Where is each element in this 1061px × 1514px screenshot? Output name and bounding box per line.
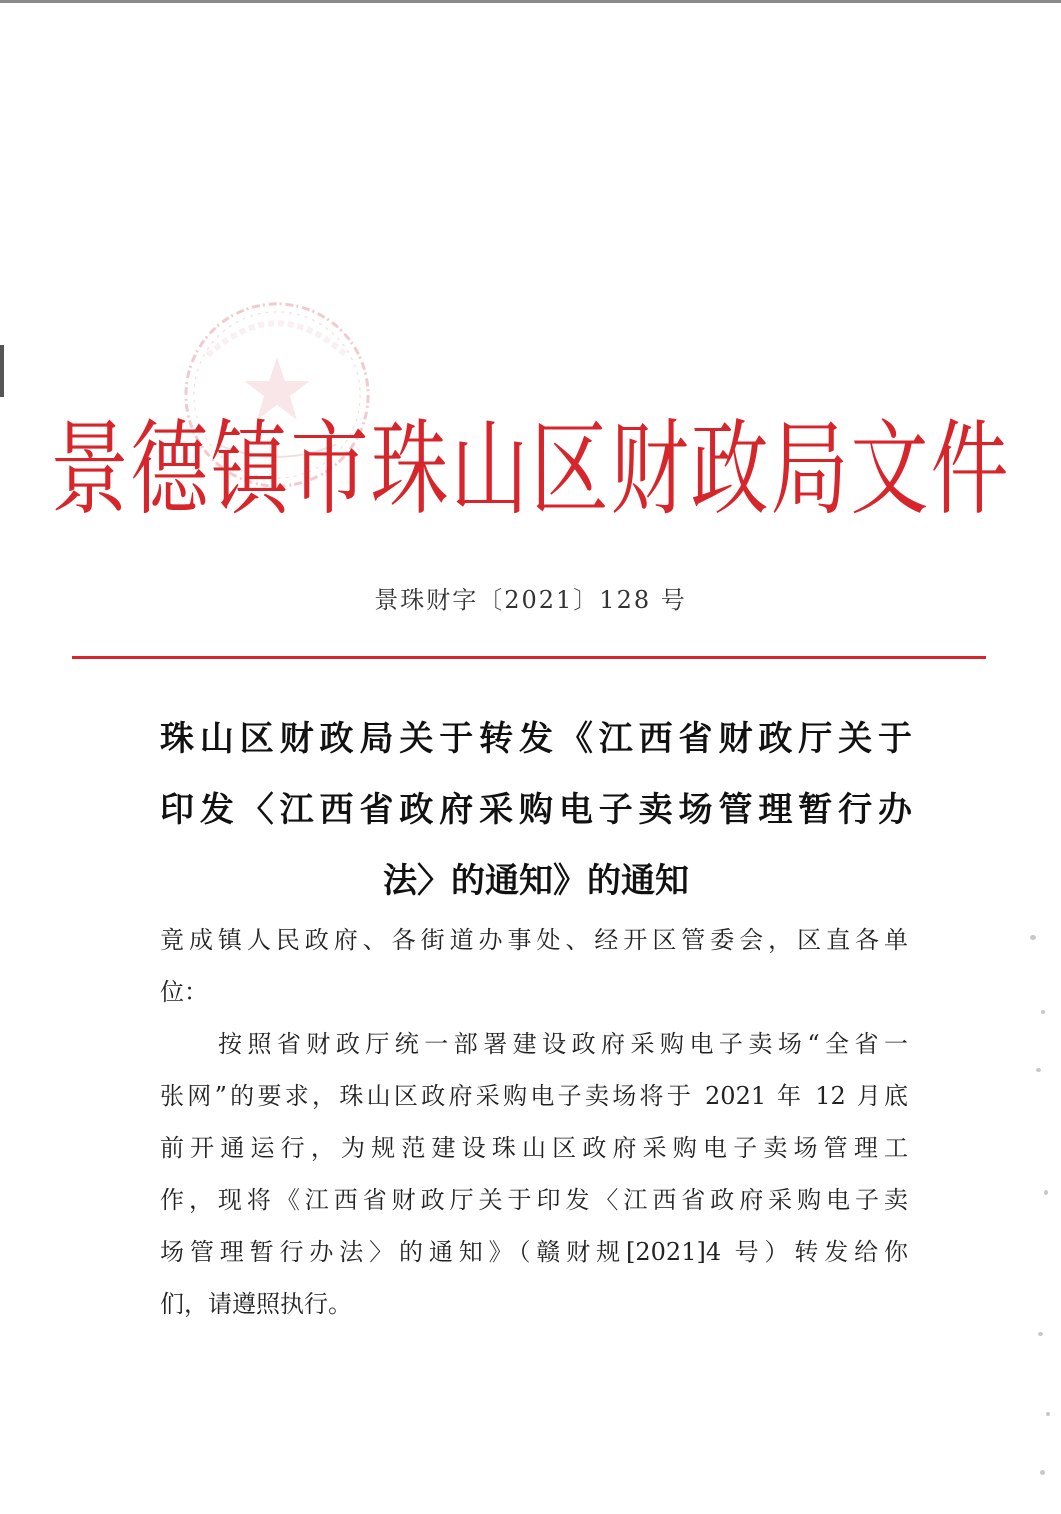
scan-speckle [1036, 1068, 1041, 1072]
addressee-line: 竟成镇人民政府、各街道办事处、经开区管委会，区直各单 [160, 926, 908, 954]
paragraph-line: 张网”的要求，珠山区政府采购电子卖场将于 2021 年 12 月底 [160, 1082, 908, 1110]
document-number: 景珠财字〔2021〕128 号 [374, 586, 687, 614]
red-separator-line [72, 656, 986, 659]
title-line: 法〉的通知》的通知 [383, 861, 689, 901]
title-line: 印发〈江西省政府采购电子卖场管理暂行办 [160, 790, 912, 830]
paragraph-line: 前开通运行，为规范建设珠山区政府采购电子卖场管理工 [160, 1134, 908, 1162]
paragraph-line: 们，请遵照执行。 [160, 1290, 352, 1318]
addressee-block [160, 914, 908, 1018]
paragraph-line: 按照省财政厅统一部署建设政府采购电子卖场“全省一 [218, 1030, 908, 1058]
addressee-line: 位： [160, 978, 208, 1006]
scan-speckle [1030, 935, 1036, 940]
document-title [160, 704, 912, 917]
title-line: 珠山区财政局关于转发《江西省财政厅关于 [160, 719, 912, 759]
scan-speckle [1040, 1470, 1045, 1475]
scan-speckle [1041, 1010, 1045, 1014]
scan-top-border [0, 0, 1061, 3]
paragraph-line: 场管理暂行办法〉的通知》（赣财规[2021]4 号）转发给你 [160, 1238, 908, 1266]
scan-speckle [1044, 1190, 1048, 1195]
paragraph-line: 作，现将《江西省财政厅关于印发〈江西省政府采购电子卖 [160, 1186, 908, 1214]
issuing-office-header: 景德镇市珠山区财政局文件 [50, 410, 1011, 530]
body-paragraph [160, 1018, 908, 1330]
scan-speckle [1046, 1412, 1050, 1416]
scan-speckle [1038, 1332, 1043, 1336]
